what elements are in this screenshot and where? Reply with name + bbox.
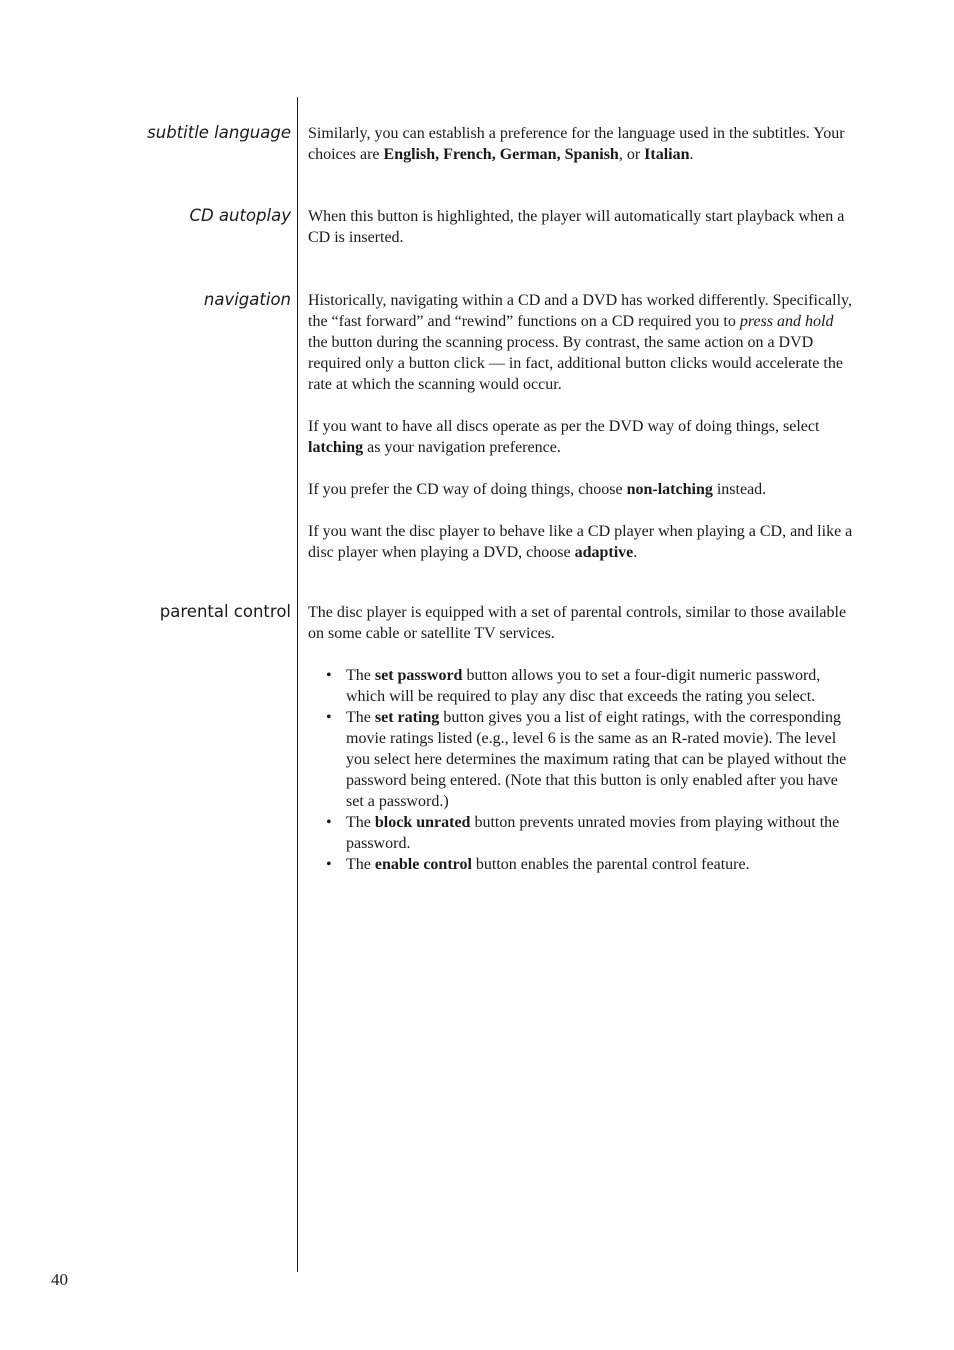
bullet-icon: • xyxy=(326,814,332,831)
paragraph: If you prefer the CD way of doing things, choose non-latching instead. xyxy=(308,481,767,498)
bullet-list xyxy=(308,665,853,875)
bullet-icon: • xyxy=(326,667,332,684)
section-parental-control xyxy=(308,602,853,875)
paragraph: The disc player is equipped with a set of parental controls, similar to those available on some cable or satellite TV services. xyxy=(308,604,847,642)
section-subtitle-language xyxy=(308,123,853,165)
bullet-icon: • xyxy=(326,856,332,873)
section-label-subtitle-language: subtitle language xyxy=(147,123,291,142)
section-label-cd-autoplay: CD autoplay xyxy=(189,206,291,225)
paragraph: When this button is highlighted, the player will automatically start playback when a CD is inserted. xyxy=(308,208,845,246)
list-item: • The block unrated button prevents unrated movies from playing without the password. xyxy=(326,814,840,852)
paragraph: If you want the disc player to behave like a CD player when playing a CD, and like a disc player when playing a DVD, choose adaptive. xyxy=(308,523,853,561)
paragraph: If you want to have all discs operate as per the DVD way of doing things, select latching as your navigation preference. xyxy=(308,418,820,456)
section-navigation xyxy=(308,290,853,563)
bullet-icon: • xyxy=(326,709,332,726)
section-label-navigation: navigation xyxy=(203,290,291,309)
column-divider xyxy=(297,97,298,1272)
list-item: • The set password button allows you to set a four-digit numeric password, which will be required to play any disc that exceeds the rating you select. xyxy=(326,667,821,705)
list-item: • The enable control button enables the parental control feature. xyxy=(326,856,750,873)
paragraph: Similarly, you can establish a preference for the language used in the subtitles. Your choices are English, French, German, Spanish, or Italian. xyxy=(308,125,845,163)
section-label-parental-control: parental control xyxy=(159,602,291,621)
page-number: 40 xyxy=(51,1270,68,1289)
list-item: • The set rating button gives you a list of eight ratings, with the corresponding movie ratings listed (e.g., level 6 is the same as an R-rated movie). The level you select here determines the maximum rating that can be played without the password being entered. (Note that this button is only enabled after you have set a password.) xyxy=(326,709,847,810)
section-cd-autoplay xyxy=(308,206,853,248)
paragraph: Historically, navigating within a CD and a DVD has worked differently. Specifically, the “fast forward” and “rewind” functions on a CD required you to press and hold the button during the scanning process. By contrast, the same action on a DVD required only a button click — in fact, additional button clicks would accelerate the rate at which the scanning would occur. xyxy=(308,292,853,393)
